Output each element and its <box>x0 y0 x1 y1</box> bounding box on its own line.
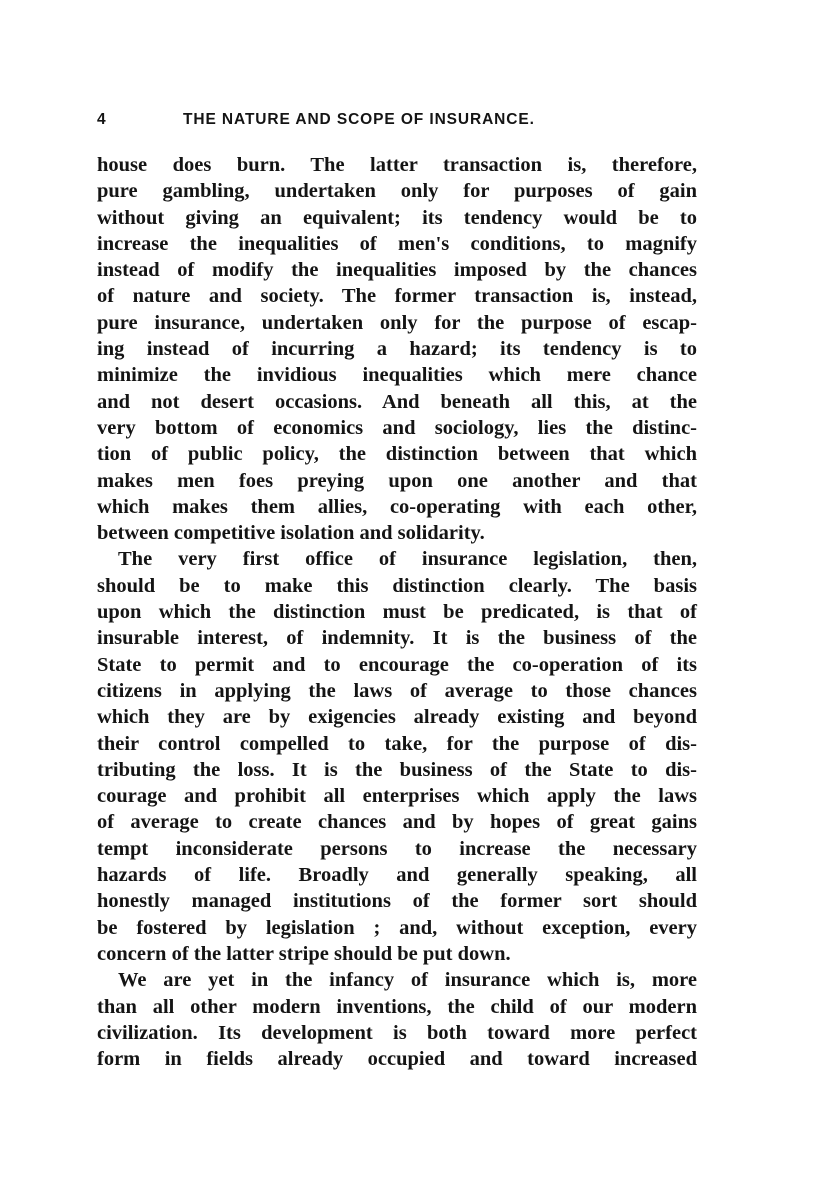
running-head <box>97 111 697 135</box>
text-line: between competitive isolation and solidarity. <box>97 522 485 545</box>
text-line: concern of the latter stripe should be put down. <box>97 942 511 965</box>
text-line: The very first office of insurance legislation, then, <box>118 548 697 571</box>
text-line: pure gambling, undertaken only for purposes of gain <box>97 180 697 203</box>
text-line: honestly managed institutions of the former sort should <box>97 890 697 913</box>
text-line: minimize the invidious inequalities which mere chance <box>97 364 697 387</box>
running-title: THE NATURE AND SCOPE OF INSURANCE. <box>183 111 535 128</box>
text-line: tributing the loss. It is the business of the State to dis- <box>97 758 697 781</box>
text-line: and not desert occasions. And beneath all this, at the <box>97 390 697 413</box>
text-line: of average to create chances and by hopes of great gains <box>97 811 697 834</box>
text-line: very bottom of economics and sociology, lies the distinc- <box>97 416 697 439</box>
text-line: pure insurance, undertaken only for the purpose of escap- <box>97 311 697 334</box>
text-line: form in fields already occupied and toward increased <box>97 1048 697 1071</box>
text-line: be fostered by legislation ; and, without exception, every <box>97 916 697 939</box>
body-text <box>97 152 697 1072</box>
text-line: of nature and society. The former transaction is, instead, <box>97 285 697 308</box>
text-line: hazards of life. Broadly and generally speaking, all <box>97 864 697 887</box>
text-line: upon which the distinction must be predicated, is that of <box>97 601 697 624</box>
text-line: should be to make this distinction clearly. The basis <box>97 574 697 597</box>
text-line: tempt inconsiderate persons to increase the necessary <box>97 837 697 860</box>
text-line: civilization. Its development is both toward more perfect <box>97 1021 697 1044</box>
text-line: State to permit and to encourage the co-operation of its <box>97 653 697 676</box>
text-line: which makes them allies, co-operating with each other, <box>97 495 697 518</box>
text-line: ing instead of incurring a hazard; its tendency is to <box>97 338 697 361</box>
text-line: house does burn. The latter transaction is, therefore, <box>97 154 697 176</box>
text-line: than all other modern inventions, the child of our modern <box>97 995 697 1018</box>
page-number: 4 <box>97 111 107 128</box>
text-line: tion of public policy, the distinction between that which <box>97 443 697 466</box>
text-line: instead of modify the inequalities imposed by the chances <box>97 259 697 282</box>
text-line: without giving an equivalent; its tendency would be to <box>97 206 697 229</box>
text-line: citizens in applying the laws of average to those chances <box>97 679 697 702</box>
text-line: which they are by exigencies already existing and beyond <box>97 706 697 729</box>
text-line: their control compelled to take, for the purpose of dis- <box>97 732 697 755</box>
text-line: insurable interest, of indemnity. It is the business of the <box>97 627 697 650</box>
text-line: makes men foes preying upon one another and that <box>97 469 697 492</box>
text-line: increase the inequalities of men's conditions, to magnify <box>97 232 697 255</box>
text-line: We are yet in the infancy of insurance which is, more <box>118 969 697 992</box>
text-line: courage and prohibit all enterprises which apply the laws <box>97 785 697 808</box>
